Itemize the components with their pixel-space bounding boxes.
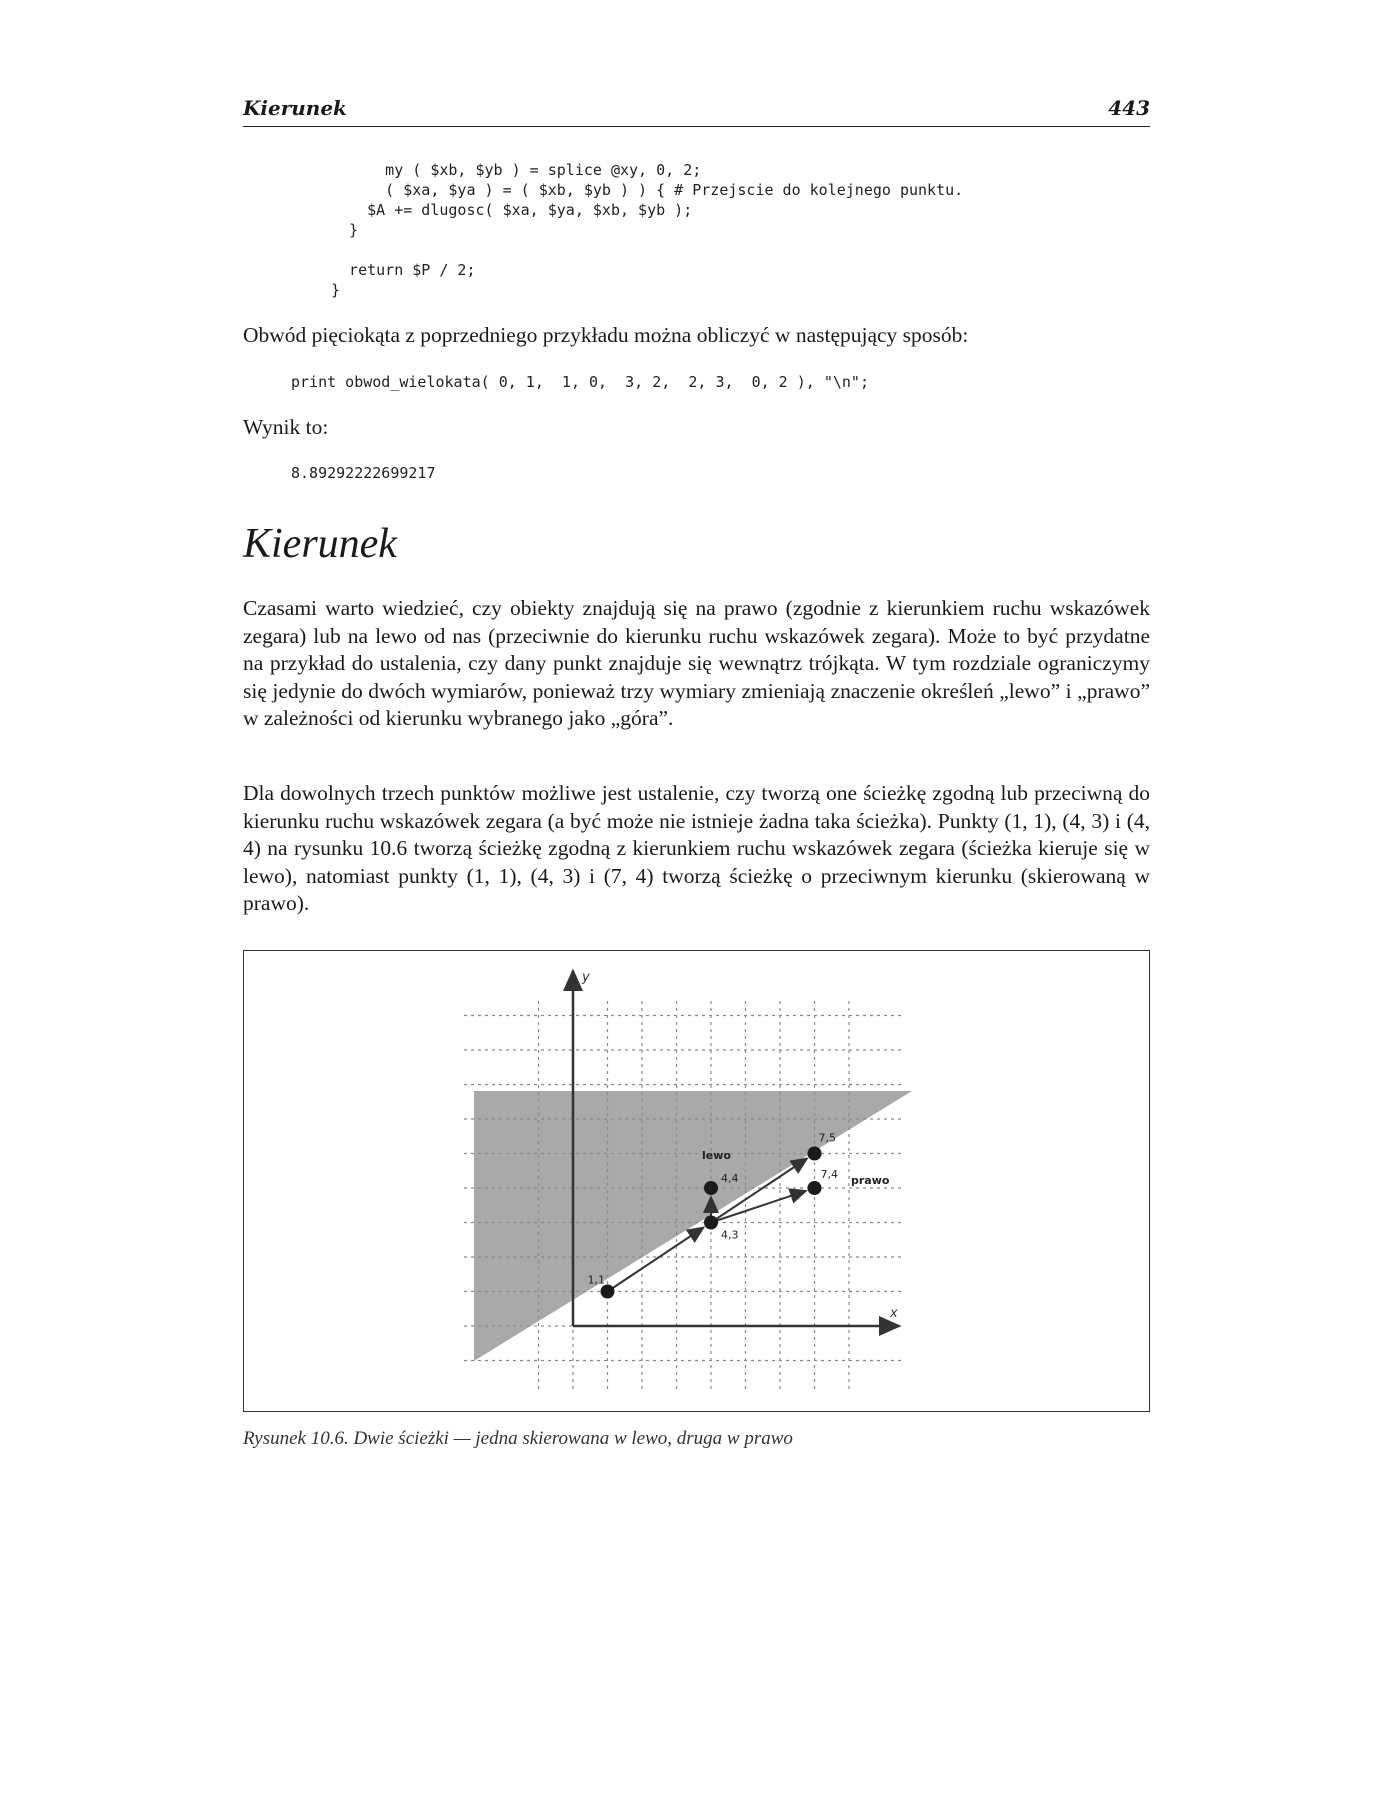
code-print-call: print obwod_wielokata( 0, 1, 1, 0, 3, 2, 2, 3, 0, 2 ), "\n"; xyxy=(291,373,869,391)
code-block-function-end: my ( $xb, $yb ) = splice @xy, 0, 2; ( $xa, $ya ) = ( $xb, $yb ) ) { # Przejscie do kolejnego punktu. $A += dlugosc( $xa, $ya, $xb, $yb ); } return $P / 2; } xyxy=(331,161,964,299)
point-1-1 xyxy=(601,1285,615,1299)
paragraph-paths-example: Dla dowolnych trzech punktów możliwe jest ustalenie, czy tworzą one ścieżkę zgodną lub przeciwną do kierunku ruchu wskazówek zegara (a być może nie istnieje żadna taka ścieżka). Punkty (1, 1), (4, 3) i (4, 4) na rysunku 10.6 tworzą ścieżkę zgodną z kierunkiem ruchu wskazówek zegara (ścieżka kieruje się w lewo), natomiast punkty (1, 1), (4, 3) i (7, 4) tworzą ścieżkę o przeciwnym kierunku (skierowaną w prawo). xyxy=(243,781,1150,915)
point-label-1-1: 1,1 xyxy=(587,1273,605,1287)
point-4-3 xyxy=(704,1216,718,1230)
point-label-7-4: 7,4 xyxy=(820,1168,838,1181)
point-4-4 xyxy=(704,1181,718,1195)
document-page xyxy=(243,0,1150,1812)
x-axis-label: x xyxy=(890,1306,898,1321)
label-left: lewo xyxy=(702,1149,731,1162)
code-result-value: 8.89292222699217 xyxy=(291,464,436,482)
section-title: Kierunek xyxy=(243,521,397,567)
point-7-4 xyxy=(808,1181,822,1195)
point-label-4-4: 4,4 xyxy=(721,1172,739,1185)
point-label-4-3: 4,3 xyxy=(721,1228,739,1242)
label-right: prawo xyxy=(851,1174,890,1187)
paragraph-perimeter: Obwód pięciokąta z poprzedniego przykładu można obliczyć w następujący sposób: xyxy=(243,323,969,347)
running-header-title: Kierunek xyxy=(243,96,347,120)
y-axis-label: y xyxy=(582,970,590,985)
paragraph-result-intro: Wynik to: xyxy=(243,415,329,439)
page-number: 443 xyxy=(1108,96,1150,120)
point-7-5 xyxy=(808,1147,822,1161)
running-header xyxy=(243,96,1150,127)
direction-diagram xyxy=(244,951,1149,1411)
left-region-shading xyxy=(474,1091,912,1361)
point-label-7-5: 7,5 xyxy=(818,1131,836,1145)
paragraph-direction-intro: Czasami warto wiedzieć, czy obiekty znajdują się na prawo (zgodnie z kierunkiem ruchu wskazówek zegara) lub na lewo od nas (przeciwnie do kierunku ruchu wskazówek zegara). Może to być przydatne na przykład do ustalenia, czy dany punkt znajduje się wewnątrz trójkąta. W tym rozdziale ograniczymy się jedynie do dwóch wymiarów, ponieważ trzy wymiary zmieniają znaczenie określeń „lewo” i „prawo” w zależności od kierunku wybranego jako „góra”. xyxy=(243,596,1150,730)
figure-caption: Rysunek 10.6. Dwie ścieżki — jedna skierowana w lewo, druga w prawo xyxy=(243,1428,793,1449)
figure-10-6 xyxy=(243,950,1150,1412)
